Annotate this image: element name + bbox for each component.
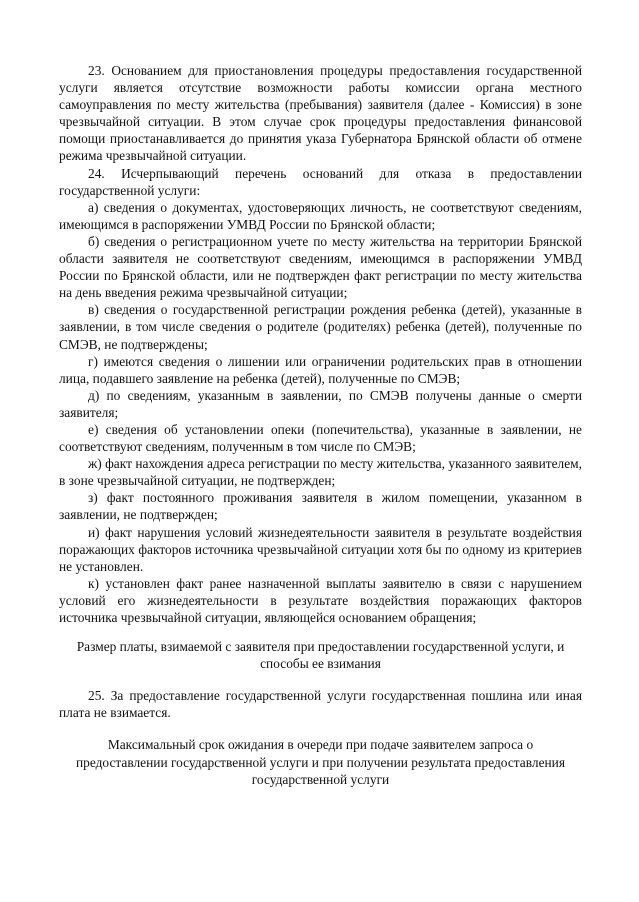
section-gap <box>59 721 582 736</box>
paragraph-23: 23. Основанием для приостановления процедуры предоставления государственной услуги является отсутствие возможности работы комиссии органа местного самоуправления по месту жительства (пребывания) заявителя (далее - Комиссия) в зоне чрезвычайной ситуации. В этом случае срок процедуры предоставления финансовой помощи приостанавливается до принятия указа Губернатора Брянской области об отмене режима чрезвычайной ситуации. <box>59 63 582 164</box>
refusal-item-i: и) факт нарушения условий жизнедеятельности заявителя в результате воздействия поражающих факторов источника чрезвычайной ситуации хотя бы по одному из критериев не установлен. <box>59 524 582 574</box>
heading-fee: Размер платы, взимаемой с заявителя при предоставлении государственной услуги, и способы ее взимания <box>76 639 565 672</box>
refusal-item-e: е) сведения об установлении опеки (попечительства), указанные в заявлении, не соответствуют сведениям, полученным в том числе по СМЭВ; <box>59 421 582 455</box>
heading-wait-time: Максимальный срок ожидания в очереди при подаче заявителем запроса о предоставлении государственной услуги и при получении результата предоставления государственной услуги <box>75 737 566 787</box>
document-page <box>59 62 582 788</box>
refusal-item-b: б) сведения о регистрационном учете по месту жительства на территории Брянской области заявителя не соответствуют сведениям, имеющимся в распоряжении УМВД России по Брянской области, или не подтвержден факт регистрации по месту жительства на день введения режима чрезвычайной ситуации; <box>59 233 582 301</box>
refusal-item-g: г) имеются сведения о лишении или ограничении родительских прав в отношении лица, подавшего заявление на ребенка (детей), полученные по СМЭВ; <box>59 353 582 386</box>
refusal-item-a: а) сведения о документах, удостоверяющих личность, не соответствуют сведениям, имеющимся в распоряжении УМВД России по Брянской области; <box>59 199 582 232</box>
refusal-item-d: д) по сведениям, указанным в заявлении, по СМЭВ получены данные о смерти заявителя; <box>59 387 582 420</box>
section-gap <box>59 626 582 638</box>
refusal-item-k: к) установлен факт ранее назначенной выплаты заявителю в связи с нарушением условий его жизнедеятельности в результате воздействия поражающих факторов источника чрезвычайной ситуации, являющейся основанием обращения; <box>59 575 582 625</box>
refusal-item-v: в) сведения о государственной регистрации рождения ребенка (детей), указанные в заявлении, в том числе сведения о родителе (родителях) ребенка (детей), полученные по СМЭВ, не подтверждены; <box>59 302 582 352</box>
refusal-item-z: з) факт постоянного проживания заявителя в жилом помещении, указанном в заявлении, не подтвержден; <box>59 490 582 523</box>
paragraph-25: 25. За предоставление государственной услуги государственная пошлина или иная плата не взимается. <box>59 688 582 721</box>
paragraph-24: 24. Исчерпывающий перечень оснований для отказа в предоставлении государственной услуги: <box>59 165 582 198</box>
section-gap <box>59 672 582 687</box>
refusal-item-zh: ж) факт нахождения адреса регистрации по месту жительства, указанного заявителем, в зоне чрезвычайной ситуации, не подтвержден; <box>59 456 582 489</box>
